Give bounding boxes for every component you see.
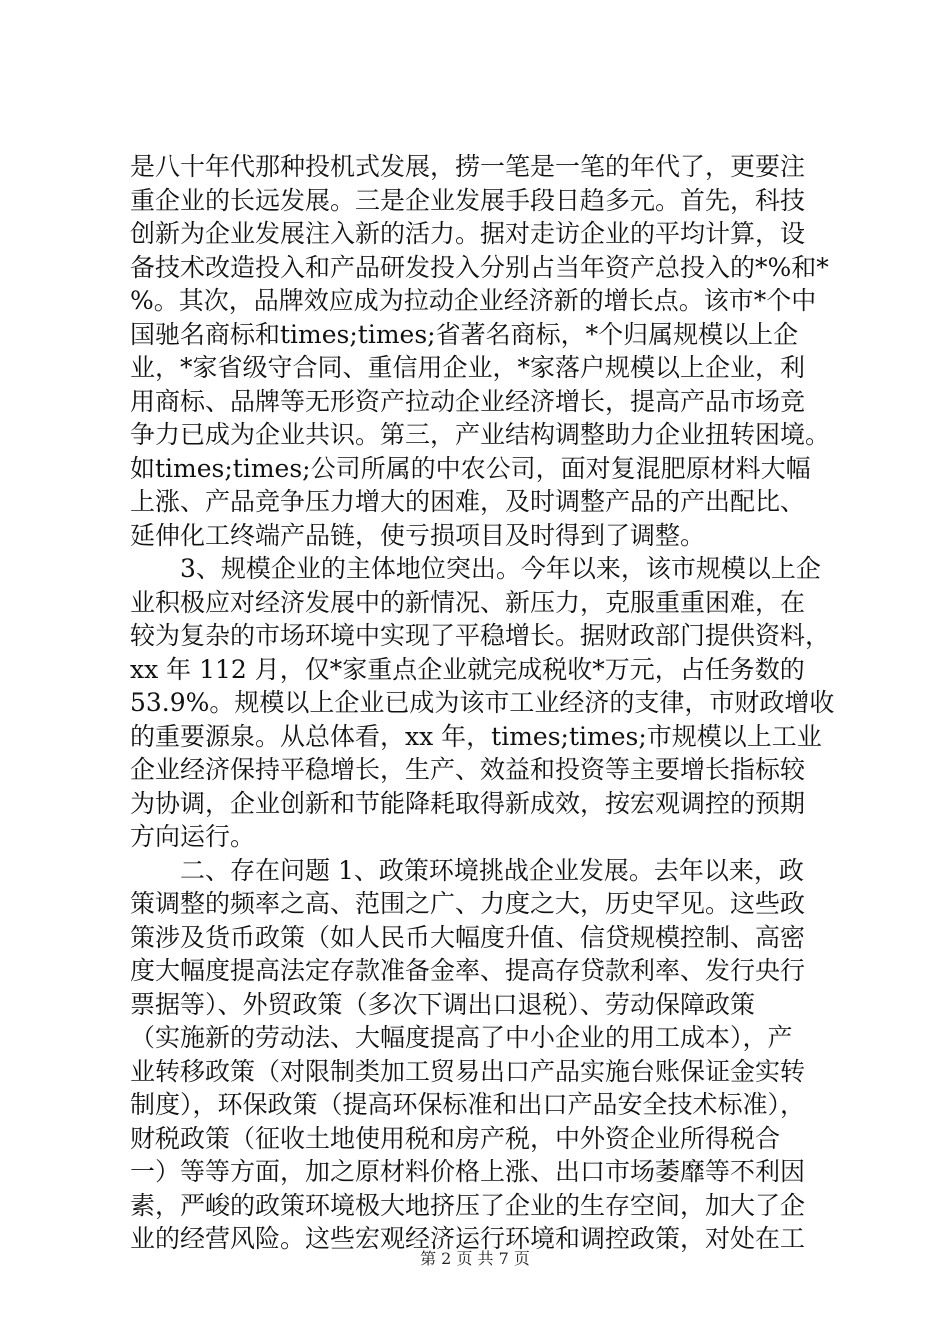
text-line: 方向运行。 xyxy=(130,822,256,851)
text-line: 为协调，企业创新和节能降耗取得新成效，按宏观调控的预期 xyxy=(130,788,806,818)
text-line: 是八十年代那种投机式发展，捞一笔是一笔的年代了，更要注 xyxy=(130,152,806,181)
text-line: 业转移政策（对限制类加工贸易出口产品实施台账保证金实转 xyxy=(130,1056,806,1086)
text-line: 的重要源泉。从总体看，xx 年，times;times;市规模以上工业 xyxy=(130,721,822,751)
text-line: 较为复杂的市场环境中实现了平稳增长。据财政部门提供资料， xyxy=(130,621,831,650)
text-line: 上涨、产品竞争压力增大的困难，及时调整产品的产出配比、 xyxy=(130,487,806,516)
text-line: 一）等等方面，加之原材料价格上涨、出口市场萎靡等不利因 xyxy=(130,1157,806,1186)
text-line: 用商标、品牌等无形资产拉动企业经济增长，提高产品市场竞 xyxy=(130,386,806,416)
text-line: 国驰名商标和times;times;省著名商标，*个归属规模以上企 xyxy=(130,319,799,349)
text-line: 企业经济保持平稳增长，生产、效益和投资等主要增长指标较 xyxy=(130,755,806,784)
text-line: 素，严峻的政策环境极大地挤压了企业的生存空间，加大了企 xyxy=(130,1190,806,1220)
text-line: 业，*家省级守合同、重信用企业，*家落户规模以上企业，利 xyxy=(130,353,806,382)
text-line: 度大幅度提高法定存款准备金率、提高存贷款利率、发行央行 xyxy=(130,956,806,985)
text-line: 策涉及货币政策（如人民币大幅度升值、信贷规模控制、高密 xyxy=(130,922,806,952)
text-line: 延伸化工终端产品链，使亏损项目及时得到了调整。 xyxy=(130,520,706,550)
text-line: 如times;times;公司所属的中农公司，面对复混肥原材料大幅 xyxy=(130,453,811,483)
text-line: 争力已成为企业共识。第三，产业结构调整助力企业扭转困境。 xyxy=(130,420,831,449)
text-line: 策调整的频率之高、范围之广、力度之大，历史罕见。这些政 xyxy=(130,889,806,918)
text-line: 业的经营风险。这些宏观经济运行环境和调控政策，对处在工 xyxy=(130,1224,806,1253)
text-line: 业积极应对经济发展中的新情况、新压力，克服重重困难，在 xyxy=(130,587,806,617)
text-line: 重企业的长远发展。三是企业发展手段日趋多元。首先，科技 xyxy=(130,185,806,215)
paragraph-start-line: 二、存在问题 1、政策环境挑战企业发展。去年以来，政 xyxy=(180,855,804,885)
document-body xyxy=(130,150,835,1256)
text-line: 票据等）、外贸政策（多次下调出口退税）、劳动保障政策 xyxy=(130,989,756,1019)
text-line: %。其次，品牌效应成为拉动企业经济新的增长点。该市*个中 xyxy=(130,286,817,315)
text-line: 备技术改造投入和产品研发投入分别占当年资产总投入的*%和* xyxy=(130,252,829,282)
text-line: 财税政策（征收土地使用税和房产税，中外资企业所得税合 xyxy=(130,1123,781,1153)
page-number-footer: 第 2 页 共 7 页 xyxy=(420,1249,530,1268)
text-line: 制度），环保政策（提高环保标准和出口产品安全技术标准）， xyxy=(130,1090,806,1119)
text-line: 53.9%。规模以上企业已成为该市工业经济的支律，市财政增收 xyxy=(130,688,835,717)
paragraph-start-line: 3、规模企业的主体地位突出。今年以来，该市规模以上企 xyxy=(180,554,821,583)
text-line: （实施新的劳动法、大幅度提高了中小企业的用工成本），产 xyxy=(130,1023,793,1052)
text-line: xx 年 112 月，仅*家重点企业就完成税收*万元，占任务数的 xyxy=(130,654,805,684)
text-line: 创新为企业发展注入新的活力。据对走访企业的平均计算，设 xyxy=(130,219,806,248)
